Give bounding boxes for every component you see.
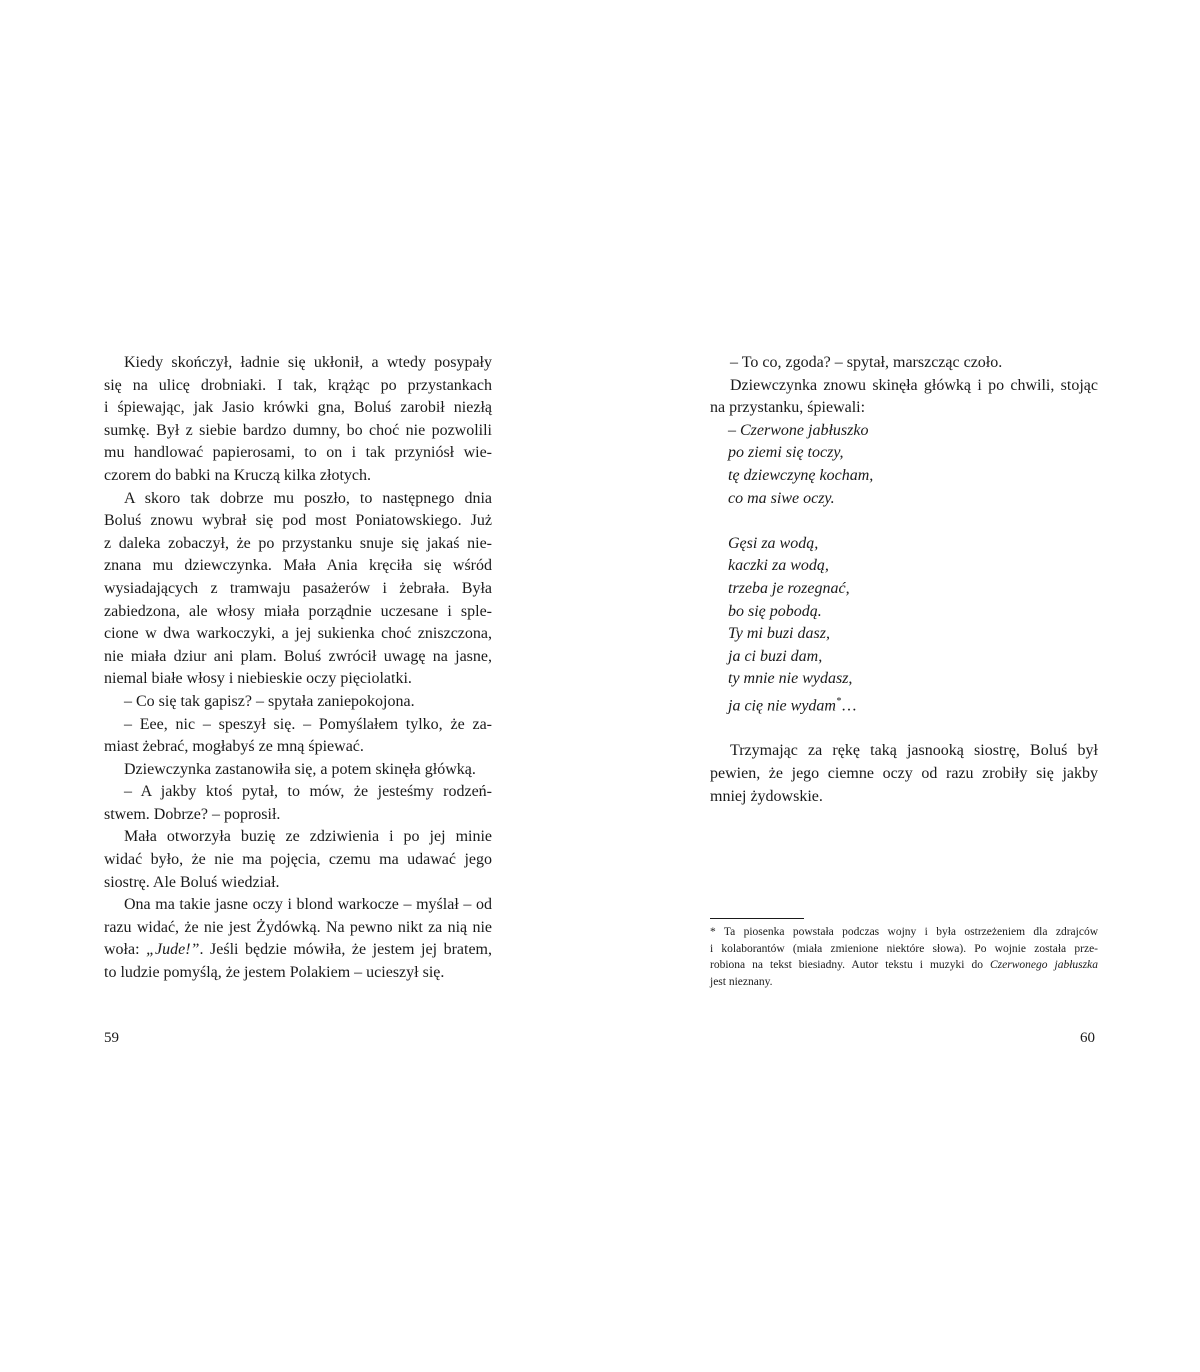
footnote-line: jest nieznany.	[710, 975, 773, 988]
verse-line: tę dziewczynę kocham,	[728, 466, 874, 484]
text-line: – A jakby ktoś pytał, to mów, że jesteśmy rodzeń-	[124, 783, 492, 801]
text-line: pewien, że jego ciemne oczy od razu zrobiły się jakby	[710, 765, 1098, 783]
footnote-text: robiona na tekst biesiadny. Autor tekstu i muzyki do	[710, 959, 991, 971]
left-page	[104, 352, 492, 985]
verse-line: ty mnie nie wydasz,	[728, 670, 853, 688]
text-fragment: woła:	[104, 941, 147, 959]
text-line: na przystanku, śpiewali:	[710, 399, 866, 417]
text-line	[104, 939, 492, 962]
text-line: A skoro tak dobrze mu poszło, to następnego dnia	[124, 489, 492, 507]
verse-line: trzeba je rozegnać,	[728, 579, 850, 597]
text-line: razu widać, że nie jest Żydówką. Na pewno nikt za nią nie	[104, 918, 492, 936]
text-line: nie miała dziur ani plam. Boluś zwrócił uwagę na jasne,	[104, 647, 492, 665]
text-line: i śpiewając, jak Jasio krówki gna, Boluś zarobił niezłą	[104, 399, 492, 417]
text-line: miast żebrać, mogłabyś ze mną śpiewać.	[104, 738, 364, 756]
italic-word: „Jude!”	[146, 941, 200, 959]
text-line: czorem do babki na Kruczą kilka złotych.	[104, 466, 371, 484]
footnote-rule	[710, 918, 804, 919]
verse-line: kaczki za wodą,	[728, 557, 829, 575]
verse-line: bo się pobodą.	[728, 602, 822, 620]
verse-line: po ziemi się toczy,	[728, 444, 844, 462]
text-line: Ona ma takie jasne oczy i blond warkocze – myślał – od	[124, 896, 492, 914]
text-line: Mała otworzyła buzię ze zdziwienia i po jej minie	[124, 828, 492, 846]
ellipsis: …	[840, 697, 857, 715]
paragraph	[104, 781, 492, 826]
verse-line: – Czerwone jabłuszko	[728, 421, 869, 439]
text-line: zabiedzona, ale włosy miała porządnie uczesane i sple-	[104, 602, 492, 620]
text-line: cione w dwa warkoczyki, a jej sukienka choć zniszczona,	[104, 625, 492, 643]
paragraph	[104, 894, 492, 984]
text-line: sumkę. Był z siebie bardzo dumny, bo choć nie pozwolili	[104, 421, 492, 439]
text-line: niemal białe włosy i niebieskie oczy pięciolatki.	[104, 670, 412, 688]
text-line: – To co, zgoda? – spytał, marszcząc czoło.	[730, 354, 1003, 371]
song-title: Czerwonego jabłuszka	[990, 959, 1098, 971]
paragraph	[104, 714, 492, 759]
stanza-gap	[710, 510, 1098, 533]
song-verse	[710, 533, 1098, 718]
footnote-line: i kolaborantów (miała zmienione niektóre słowa). Po wojnie została prze-	[710, 942, 1098, 955]
text-fragment: . Jeśli będzie mówiła, że jestem jej bratem,	[199, 941, 493, 959]
text-line: z daleka zobaczył, że po przystanku snuje się jakaś nie-	[104, 534, 492, 552]
text-line: Trzymając za rękę taką jasnooką siostrę, Boluś był	[730, 742, 1098, 760]
text-line: znana mu dziewczynka. Mała Ania kręciła się wśród	[104, 557, 492, 575]
paragraph	[104, 488, 492, 691]
footnote-marker: *	[835, 695, 841, 707]
paragraph	[710, 375, 1098, 420]
text-line: wysiadających z tramwaju pasażerów i żebrała. Była	[104, 579, 492, 597]
paragraph	[104, 759, 492, 782]
footnote-line	[710, 957, 1098, 974]
stanza-gap	[710, 718, 1098, 741]
paragraph	[104, 691, 492, 714]
paragraph	[104, 352, 492, 488]
right-page	[710, 352, 1098, 808]
paragraph	[710, 352, 1098, 375]
paragraph	[710, 740, 1098, 808]
verse-line: Gęsi za wodą,	[728, 534, 819, 552]
text-line: Boluś znowu wybrał się pod most Poniatowskiego. Już	[104, 512, 492, 530]
text-line: Kiedy skończył, ładnie się ukłonił, a wtedy posypały	[124, 354, 492, 371]
verse-line: ja ci buzi dam,	[728, 647, 823, 665]
verse-line: co ma siwe oczy.	[728, 489, 835, 507]
page-number-left: 59	[104, 1030, 119, 1046]
text-line: stwem. Dobrze? – poprosił.	[104, 805, 281, 823]
text-line: Dziewczynka znowu skinęła główką i po chwili, stojąc	[730, 376, 1098, 394]
verse-text: ja cię nie wydam	[728, 697, 836, 715]
text-line: mu handlować papierosami, to on i tak przyniósł wie-	[104, 444, 492, 462]
text-line: Dziewczynka zastanowiła się, a potem skinęła główką.	[124, 760, 476, 778]
text-line: siostrę. Ale Boluś wiedział.	[104, 873, 280, 891]
text-line: – Eee, nic – speszył się. – Pomyślałem tylko, że za-	[124, 715, 492, 733]
text-line: się na ulicę drobniaki. I tak, krążąc po przystankach	[104, 376, 492, 394]
song-verse	[710, 420, 1098, 510]
verse-line: Ty mi buzi dasz,	[728, 625, 830, 643]
verse-line	[728, 691, 1098, 718]
text-line: widać było, że nie ma pojęcia, czemu ma udawać jego	[104, 851, 492, 869]
footnote-line: * Ta piosenka powstała podczas wojny i była ostrzeżeniem dla zdrajców	[710, 926, 1098, 938]
text-line: mniej żydowskie.	[710, 787, 823, 805]
text-line: – Co się tak gapisz? – spytała zaniepokojona.	[124, 692, 415, 710]
paragraph	[104, 826, 492, 894]
footnote	[710, 924, 1098, 990]
text-line: to ludzie pomyślą, że jestem Polakiem – ucieszył się.	[104, 964, 445, 982]
page-number-right: 60	[1080, 1030, 1095, 1046]
